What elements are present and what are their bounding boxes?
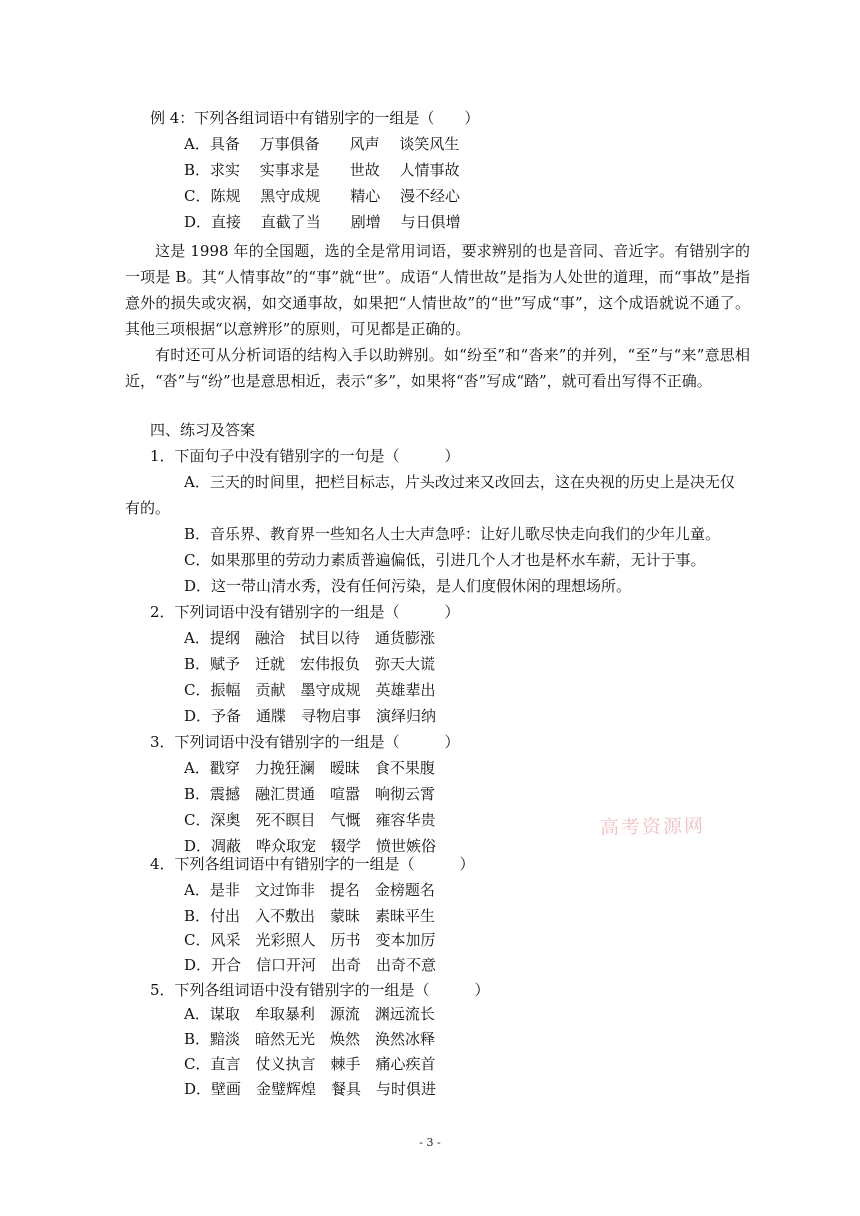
example-option-a: A．具备 万事俱备 风声 谈笑风生 [184, 135, 460, 153]
q1-option-c: C．如果那里的劳动力素质普遍偏低，引进几个人才也是杯水车薪，无计于事。 [184, 551, 706, 569]
explanation-paragraph-1: 这是 1998 年的全国题，选的全是常用词语，要求辨别的也是音同、音近字。有错别字的一项是 B。其“人情事故”的“事”就“世”。成语“人情世故”是指为人处世的道理，而“事故”是指意外的损失或灾祸，如交通事故，如果把“人情世故”的“世”写成“事”，这个成语就说不通了。其他三项根据“以意辨形”的原则，可见都是正确的。 [125, 242, 750, 338]
q3-option-a: A．戳穿 力挽狂澜 暧昧 食不果腹 [184, 759, 435, 777]
example-option-c: C．陈规 黑守成规 精心 漫不经心 [184, 187, 461, 205]
q5-stem: 5．下列各组词语中没有错别字的一组是（ ） [150, 981, 490, 999]
q4-stem: 4．下列各组词语中有错别字的一组是（ ） [150, 855, 475, 873]
example-question: 例 4：下列各组词语中有错别字的一组是（ ） [150, 109, 480, 127]
q5-option-b: B．黯淡 暗然无光 焕然 涣然冰释 [184, 1030, 436, 1048]
q1-option-a-line2: 有的。 [125, 499, 171, 517]
q5-option-a: A．谋取 牟取暴利 源流 渊远流长 [184, 1005, 435, 1023]
q2-option-c: C．振幅 贡献 墨守成规 英雄辈出 [184, 681, 436, 699]
q3-option-b: B．震撼 融汇贯通 喧嚣 响彻云霄 [184, 785, 436, 803]
section-title: 四、练习及答案 [150, 421, 256, 439]
watermark-stamp: 高考资源网 [599, 815, 706, 839]
example-option-d: D．直接 直截了当 剧增 与日俱增 [184, 213, 461, 231]
example-option-b: B．求实 实事求是 世故 人情事故 [184, 161, 460, 179]
q4-option-d: D．开合 信口开河 出奇 出奇不意 [184, 956, 437, 974]
q1-option-b: B．音乐界、教育界一些知名人士大声急呼：让好儿歌尽快走向我们的少年儿童。 [184, 525, 721, 543]
q4-option-b: B．付出 入不敷出 蒙昧 素昧平生 [184, 907, 436, 925]
q2-stem: 2．下列词语中没有错别字的一组是（ ） [150, 603, 460, 621]
q3-option-d: D．凋蔽 哗众取宠 辍学 愤世嫉俗 [184, 837, 437, 855]
page-number: - 3 - [419, 1136, 441, 1149]
q2-option-a: A．提纲 融洽 拭目以待 通货膨涨 [184, 629, 435, 647]
q3-option-c: C．深奥 死不瞑目 气慨 雍容华贵 [184, 811, 436, 829]
q1-option-d: D．这一带山清水秀，没有任何污染，是人们度假休闲的理想场所。 [184, 577, 632, 595]
q2-option-b: B．赋予 迁就 宏伟报负 弥天大谎 [184, 655, 436, 673]
q5-option-d: D．壁画 金璧辉煌 餐具 与时俱进 [184, 1080, 437, 1098]
explanation-paragraph-2: 有时还可从分析词语的结构入手以助辨别。如“纷至”和“沓来”的并列，“至”与“来”意思相近，“沓”与“纷”也是意思相近，表示“多”，如果将“沓”写成“踏”，就可看出写得不正确。 [125, 346, 750, 390]
q1-stem: 1．下面句子中没有错别字的一句是（ ） [150, 447, 460, 465]
q1-option-a-line1: A．三天的时间里，把栏目标志，片头改过来又改回去，这在央视的历史上是决无仅 [184, 473, 735, 491]
explanation-block [125, 238, 750, 394]
q5-option-c: C．直言 仗义执言 棘手 痛心疾首 [184, 1055, 436, 1073]
q4-option-a: A．是非 文过饰非 提名 金榜题名 [184, 881, 435, 899]
q2-option-d: D．予备 通牒 寻物启事 演绎归纳 [184, 707, 437, 725]
q4-option-c: C．风采 光彩照人 历书 变本加厉 [184, 931, 436, 949]
q3-stem: 3．下列词语中没有错别字的一组是（ ） [150, 733, 460, 751]
